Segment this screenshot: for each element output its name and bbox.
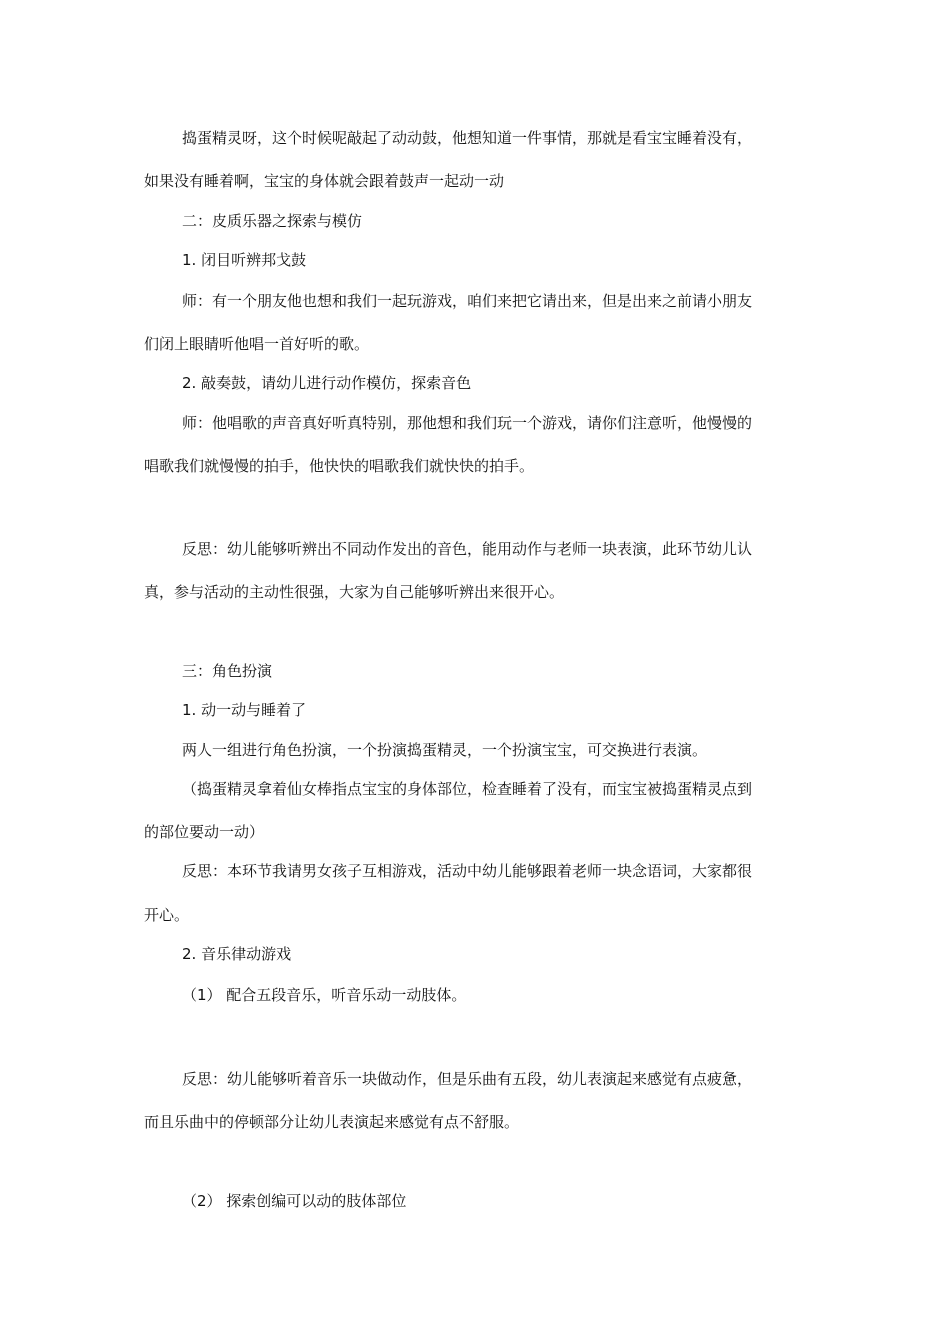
paragraph-line: 的部位要动一动） bbox=[144, 823, 265, 841]
reflection-line: 而且乐曲中的停顿部分让幼儿表演起来感觉有点不舒服。 bbox=[144, 1113, 520, 1131]
subsection-heading: 1. 闭目听辨邦戈鼓 bbox=[182, 251, 307, 269]
paragraph-line: 们闭上眼睛听他唱一首好听的歌。 bbox=[144, 335, 370, 353]
paragraph-line: 如果没有睡着啊，宝宝的身体就会跟着鼓声一起动一动 bbox=[144, 172, 505, 190]
reflection-line: 反思：幼儿能够听辨出不同动作发出的音色，能用动作与老师一块表演，此环节幼儿认 bbox=[182, 540, 753, 558]
list-item: （2） 探索创编可以动的肢体部位 bbox=[182, 1192, 407, 1210]
reflection-line: 反思：幼儿能够听着音乐一块做动作，但是乐曲有五段，幼儿表演起来感觉有点疲惫， bbox=[182, 1070, 753, 1088]
list-item: （1） 配合五段音乐，听音乐动一动肢体。 bbox=[182, 986, 467, 1004]
subsection-heading: 2. 音乐律动游戏 bbox=[182, 945, 292, 963]
reflection-line: 反思：本环节我请男女孩子互相游戏，活动中幼儿能够跟着老师一块念语词，大家都很 bbox=[182, 862, 753, 880]
paragraph-line: （捣蛋精灵拿着仙女棒指点宝宝的身体部位，检查睡着了没有，而宝宝被捣蛋精灵点到 bbox=[182, 780, 753, 798]
subsection-heading: 1. 动一动与睡着了 bbox=[182, 701, 307, 719]
reflection-line: 真，参与活动的主动性很强，大家为自己能够听辨出来很开心。 bbox=[144, 583, 565, 601]
section-heading: 三：角色扮演 bbox=[182, 662, 273, 680]
paragraph-line: 师：有一个朋友他也想和我们一起玩游戏，咱们来把它请出来，但是出来之前请小朋友 bbox=[182, 292, 753, 310]
paragraph-line: 师：他唱歌的声音真好听真特别，那他想和我们玩一个游戏，请你们注意听，他慢慢的 bbox=[182, 414, 753, 432]
paragraph-line: 唱歌我们就慢慢的拍手，他快快的唱歌我们就快快的拍手。 bbox=[144, 457, 535, 475]
reflection-line: 开心。 bbox=[144, 906, 190, 924]
paragraph-line: 捣蛋精灵呀，这个时候呢敲起了动动鼓，他想知道一件事情，那就是看宝宝睡着没有， bbox=[182, 129, 753, 147]
section-heading: 二：皮质乐器之探索与模仿 bbox=[182, 212, 363, 230]
paragraph-line: 两人一组进行角色扮演，一个扮演捣蛋精灵，一个扮演宝宝，可交换进行表演。 bbox=[182, 741, 708, 759]
subsection-heading: 2. 敲奏鼓，请幼儿进行动作模仿，探索音色 bbox=[182, 374, 472, 392]
